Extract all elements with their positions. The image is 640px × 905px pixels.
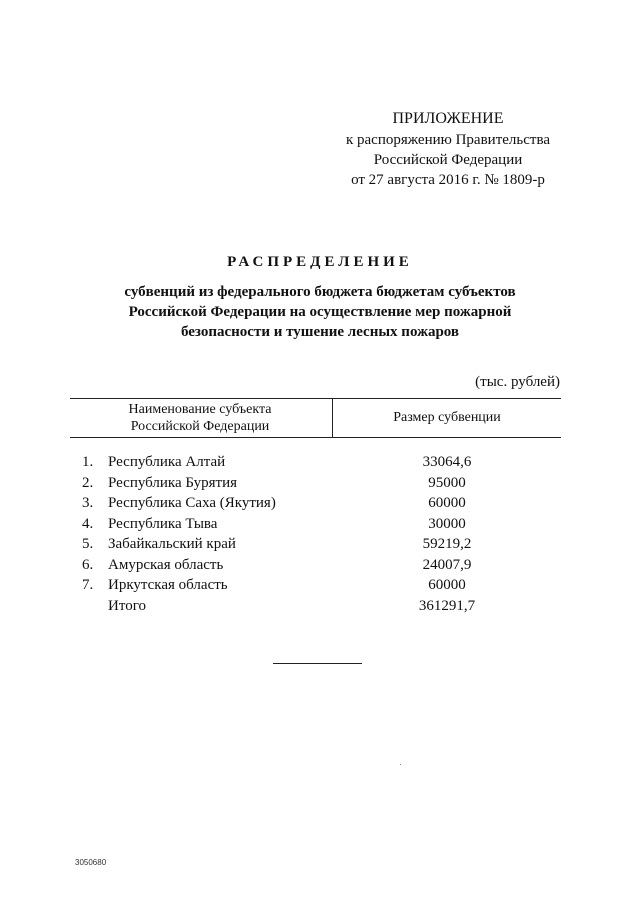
document-title: РАСПРЕДЕЛЕНИЕ (227, 254, 413, 270)
header-name-cell (70, 399, 330, 437)
document-code: 3050680 (75, 858, 107, 867)
row-number: 7. (82, 577, 94, 593)
header-amount-cell: Размер субвенции (393, 410, 501, 425)
row-number: 6. (82, 556, 94, 573)
subtitle-line-2: Российской Федерации на осуществление мер пожарной (128, 304, 512, 320)
row-name: Республика Саха (Якутия) (108, 495, 276, 511)
row-amount: 59219,2 (422, 536, 472, 552)
row-number: 2. (82, 474, 94, 491)
table-total-row (70, 596, 561, 617)
table-row (70, 452, 561, 473)
end-separator-line (273, 663, 362, 664)
row-name: Республика Алтай (108, 454, 226, 470)
row-name: Республика Тыва (108, 515, 218, 532)
table-row (70, 514, 561, 535)
row-name: Амурская область (108, 556, 224, 573)
annex-line-3: от 27 августа 2016 г. № 1809-р (351, 172, 545, 188)
annex-line-2: Российской Федерации (373, 152, 523, 168)
row-number: 1. (82, 454, 94, 470)
units-label: (тыс. рублей) (475, 374, 560, 390)
annex-block (330, 108, 566, 190)
row-amount: 60000 (428, 577, 466, 593)
row-amount: 60000 (428, 495, 466, 511)
table-row (70, 555, 561, 576)
row-name: Иркутская область (108, 577, 228, 593)
annex-title: ПРИЛОЖЕНИЕ (392, 110, 504, 127)
table-header (70, 398, 561, 438)
header-name-line-1: Наименование субъекта (128, 402, 272, 417)
document-subtitle (110, 282, 530, 342)
row-amount: 33064,6 (422, 454, 472, 470)
row-name: Республика Бурятия (108, 474, 238, 491)
table-row (70, 493, 561, 514)
scan-speck (400, 764, 401, 765)
row-number: 4. (82, 515, 94, 532)
table-row (70, 473, 561, 494)
header-name-line-2: Российской Федерации (130, 419, 270, 434)
total-label: Итого (108, 597, 146, 614)
subtitle-line-3: безопасности и тушение лесных пожаров (180, 324, 460, 340)
row-number: 3. (82, 495, 94, 511)
row-amount: 95000 (428, 474, 466, 491)
total-amount: 361291,7 (418, 597, 476, 614)
row-amount: 30000 (428, 515, 466, 532)
row-amount: 24007,9 (422, 556, 472, 573)
table-row (70, 575, 561, 596)
subtitle-line-1: субвенций из федерального бюджета бюджетам субъектов (124, 284, 516, 300)
row-number: 5. (82, 536, 94, 552)
table-row (70, 534, 561, 555)
table-body (70, 452, 561, 616)
row-name: Забайкальский край (108, 536, 236, 552)
annex-line-1: к распоряжению Правительства (345, 132, 550, 148)
